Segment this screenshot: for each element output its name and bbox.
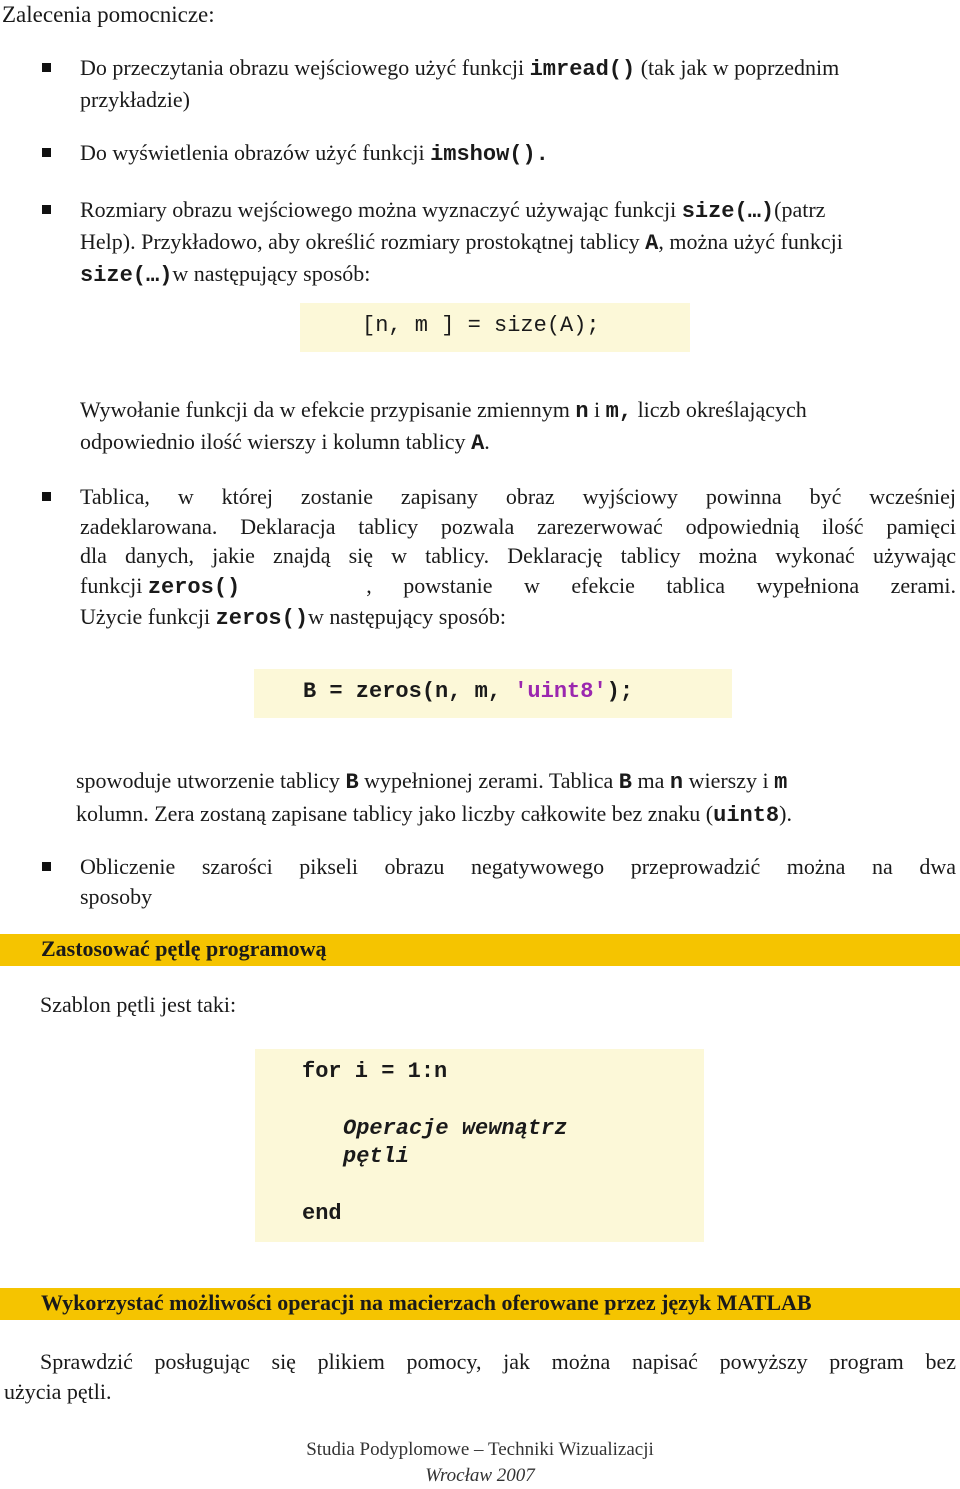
code-zeros: zeros()	[215, 606, 309, 631]
text: (tak jak w poprzednim	[635, 55, 840, 80]
code-block-zeros	[254, 669, 732, 718]
footer-line: Wrocław 2007	[425, 1465, 535, 1486]
bullet-zeros	[80, 482, 956, 634]
code-m: m,	[605, 399, 633, 424]
text: liczb określających	[632, 397, 807, 422]
code-B: B	[618, 770, 632, 795]
section-heading-matrix	[0, 1288, 960, 1320]
code-zeros: zeros()	[147, 574, 241, 600]
code-string: 'uint8'	[514, 679, 607, 704]
text: Help). Przykładowo, aby określić rozmiary prostokątnej tablicy	[80, 229, 646, 254]
code-text: );	[606, 679, 634, 704]
text: Rozmiary obrazu wejściowego można wyznaczyć używając funkcji	[80, 197, 682, 222]
bullet-marker	[42, 63, 51, 72]
text: funkcji	[80, 572, 148, 598]
template-label: Szablon pętli jest taki:	[40, 992, 237, 1017]
text: Do przeczytania obrazu wejściowego użyć funkcji	[80, 55, 530, 80]
code-A: A	[471, 431, 485, 456]
bullet-marker	[42, 492, 51, 501]
code-line: [n, m ] = size(A);	[362, 313, 600, 338]
code-line: Operacje wewnątrz	[343, 1116, 568, 1141]
code-size: size(…)	[681, 199, 775, 224]
bullet-imread	[80, 53, 956, 115]
code-block-size	[300, 303, 690, 352]
code-line	[303, 679, 633, 704]
code-A: A	[645, 231, 659, 256]
bullet-marker	[42, 862, 51, 871]
text: , można użyć funkcji	[658, 229, 843, 254]
code-line: for i = 1:n	[302, 1059, 448, 1084]
text: Wywołanie funkcji da w efekcie przypisanie zmiennym	[80, 397, 576, 422]
text: użycia pętli.	[4, 1379, 112, 1404]
code-n: n	[669, 770, 684, 795]
text: wierszy i	[683, 768, 775, 793]
code-block-loop	[255, 1049, 704, 1242]
footer-line: Studia Podyplomowe – Techniki Wizualizacji	[306, 1439, 654, 1460]
footer	[0, 1437, 960, 1489]
text: w następujący sposób:	[308, 604, 506, 629]
zeros-explanation	[76, 765, 956, 831]
text: wypełnionej zerami. Tablica	[358, 768, 619, 793]
code-uint8: uint8	[713, 803, 780, 828]
text: odpowiednio ilość wierszy i kolumn tablicy	[80, 429, 472, 454]
text: ma	[631, 768, 670, 793]
text: .	[484, 429, 490, 454]
code-imread: imread()	[529, 57, 636, 82]
code-m: m	[774, 770, 788, 795]
code-text: B = zeros(n, m,	[303, 679, 515, 704]
code-imshow: imshow().	[430, 142, 549, 167]
code-line: end	[302, 1201, 342, 1226]
zeros-line	[80, 571, 956, 603]
code-line: pętli	[343, 1144, 410, 1169]
bullet-size	[80, 195, 956, 291]
text: Sprawdzić posługując się plikiem pomocy, jak można napisać powyższy program bez	[40, 1349, 956, 1374]
text: w następujący sposób:	[172, 261, 371, 286]
bullet-marker	[42, 148, 51, 157]
code-size: size(…)	[80, 263, 173, 288]
text: zadeklarowana. Deklaracja tablicy pozwala zarezerwować odpowiednią ilość pamięci	[80, 513, 956, 539]
text: Tablica, w której zostanie zapisany obraz wyjściowy powinna być wcześniej	[80, 484, 956, 509]
text: Użycie funkcji	[80, 604, 216, 629]
text: dla danych, jakie znajdą się w tablicy. Deklarację tablicy można wykonać używając	[80, 543, 956, 568]
text: ).	[779, 801, 792, 826]
bullet-marker	[42, 205, 51, 214]
final-paragraph	[4, 1347, 956, 1407]
text: sposoby	[80, 884, 153, 909]
text: Obliczenie szarości pikseli obrazu negatywowego przeprowadzić można na dwa	[80, 854, 956, 879]
text: spowoduje utworzenie tablicy	[76, 768, 346, 793]
size-explanation	[80, 395, 956, 459]
text: przykładzie)	[80, 87, 190, 112]
heading-text: Zastosować pętlę programową	[41, 936, 327, 961]
text: , powstanie w efekcie tablica wypełniona zerami.	[366, 572, 956, 598]
page-title: Zalecenia pomocnicze:	[2, 2, 215, 27]
text: Do wyświetlenia obrazów użyć funkcji	[80, 140, 431, 165]
text: (patrz	[774, 197, 826, 222]
heading-text: Wykorzystać możliwości operacji na macierzach oferowane przez język MATLAB	[41, 1290, 812, 1315]
code-n: n	[575, 399, 589, 424]
code-B: B	[345, 770, 359, 795]
text: kolumn. Zera zostaną zapisane tablicy jako liczby całkowite bez znaku (	[76, 801, 714, 826]
text: i	[588, 397, 606, 422]
bullet-negative	[80, 852, 956, 912]
bullet-imshow	[80, 138, 956, 170]
section-heading-loop	[0, 934, 960, 966]
